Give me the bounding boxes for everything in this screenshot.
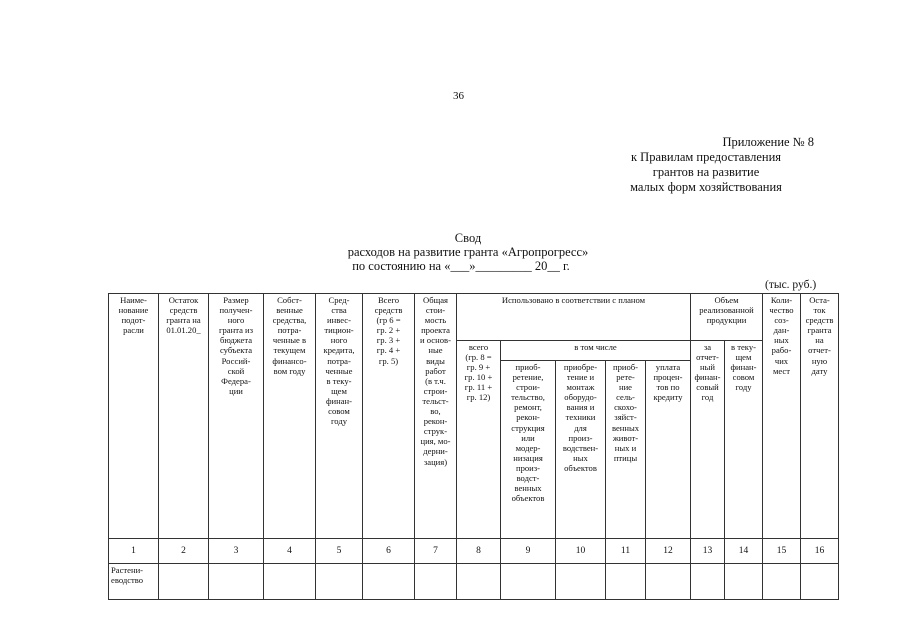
table-cell: [691, 564, 725, 600]
appendix-line-2: к Правилам предоставления: [630, 150, 782, 164]
header-col-3: Размер получен- ного гранта из бюджета субъекта Россий- ской Федера- ции: [209, 294, 264, 539]
header-col-12: уплата процен- тов по кредиту: [646, 361, 691, 539]
table-cell: [415, 564, 457, 600]
column-number: 4: [264, 539, 316, 564]
column-number: 13: [691, 539, 725, 564]
column-number: 12: [646, 539, 691, 564]
expenses-table: [108, 293, 839, 600]
header-col-13: за отчет- ный финан- совый год: [691, 341, 725, 539]
header-including: в том числе: [501, 341, 691, 361]
header-col-2: Остаток средств гранта на 01.01.20_: [159, 294, 209, 539]
table-cell: [159, 564, 209, 600]
header-col-6: Всего средств (гр 6 = гр. 2 + гр. 3 + гр. 4 + гр. 5): [363, 294, 415, 539]
units-label: (тыс. руб.): [765, 279, 817, 291]
column-number: 1: [109, 539, 159, 564]
appendix-block: [576, 135, 836, 195]
table-cell: [316, 564, 363, 600]
title-date-line: по состоянию на «___»_________ 20__ г.: [352, 259, 570, 273]
header-col-9: приоб- ретение, строи- тельство, ремонт, рекон- струкция или модер- низация произ- водст- венных объектов: [501, 361, 556, 539]
header-col-16: Оста- ток средств гранта на отчет- ную дату: [801, 294, 839, 539]
header-col-1: Наиме- нование подот- расли: [109, 294, 159, 539]
table-cell: [763, 564, 801, 600]
table-cell: [264, 564, 316, 600]
header-col-8: всего (гр. 8 = гр. 9 + гр. 10 + гр. 11 + гр. 12): [457, 341, 501, 539]
row-label-crop-production: Растени- eводство: [109, 564, 159, 600]
header-col-14: в теку- щем финан- совом году: [725, 341, 763, 539]
table-cell: [556, 564, 606, 600]
table-cell: [457, 564, 501, 600]
header-col-5: Сред- ства инвес- тицион- ного кредита, потра- ченные в теку- щем финан- совом году: [316, 294, 363, 539]
header-col-4: Собст- венные средства, потра- ченные в текущем финансо- вом году: [264, 294, 316, 539]
page-number: 36: [453, 90, 464, 102]
column-number: 10: [556, 539, 606, 564]
table-cell: [725, 564, 763, 600]
title-subject: расходов на развитие гранта «Агропрогресс»: [347, 245, 589, 259]
column-number: 5: [316, 539, 363, 564]
column-number: 14: [725, 539, 763, 564]
document-title: [300, 231, 636, 273]
header-col-7: Общая стои- мость проекта и основ- ные виды работ (в т.ч. строи- тельст- во, рекон- струк- ция, мо- дерни- зация): [415, 294, 457, 539]
header-used-group: Использовано в соответствии с планом: [457, 294, 691, 341]
header-col-11: приоб- рете- ние сель- скохо- зяйст- венных живот- ных и птицы: [606, 361, 646, 539]
column-number: 15: [763, 539, 801, 564]
column-number: 3: [209, 539, 264, 564]
title-main: Свод: [454, 231, 482, 245]
column-number: 2: [159, 539, 209, 564]
table-cell: [363, 564, 415, 600]
header-col-15: Коли- чество соз- дан- ных рабо- чих мест: [763, 294, 801, 539]
column-number: 9: [501, 539, 556, 564]
column-number: 16: [801, 539, 839, 564]
table-cell: [606, 564, 646, 600]
table-cell: [209, 564, 264, 600]
column-number: 7: [415, 539, 457, 564]
appendix-line-1: Приложение № 8: [722, 135, 814, 149]
appendix-line-4: малых форм хозяйствования: [630, 180, 782, 194]
column-number: 11: [606, 539, 646, 564]
header-col-10: приобре- тение и монтаж оборудо- вания и техники для произ- водствен- ных объектов: [556, 361, 606, 539]
table-cell: [801, 564, 839, 600]
column-number: 6: [363, 539, 415, 564]
column-number: 8: [457, 539, 501, 564]
table-cell: [646, 564, 691, 600]
appendix-line-3: грантов на развитие: [652, 165, 760, 179]
header-volume-group: Объем реализованной продукции: [691, 294, 763, 341]
table-cell: [501, 564, 556, 600]
